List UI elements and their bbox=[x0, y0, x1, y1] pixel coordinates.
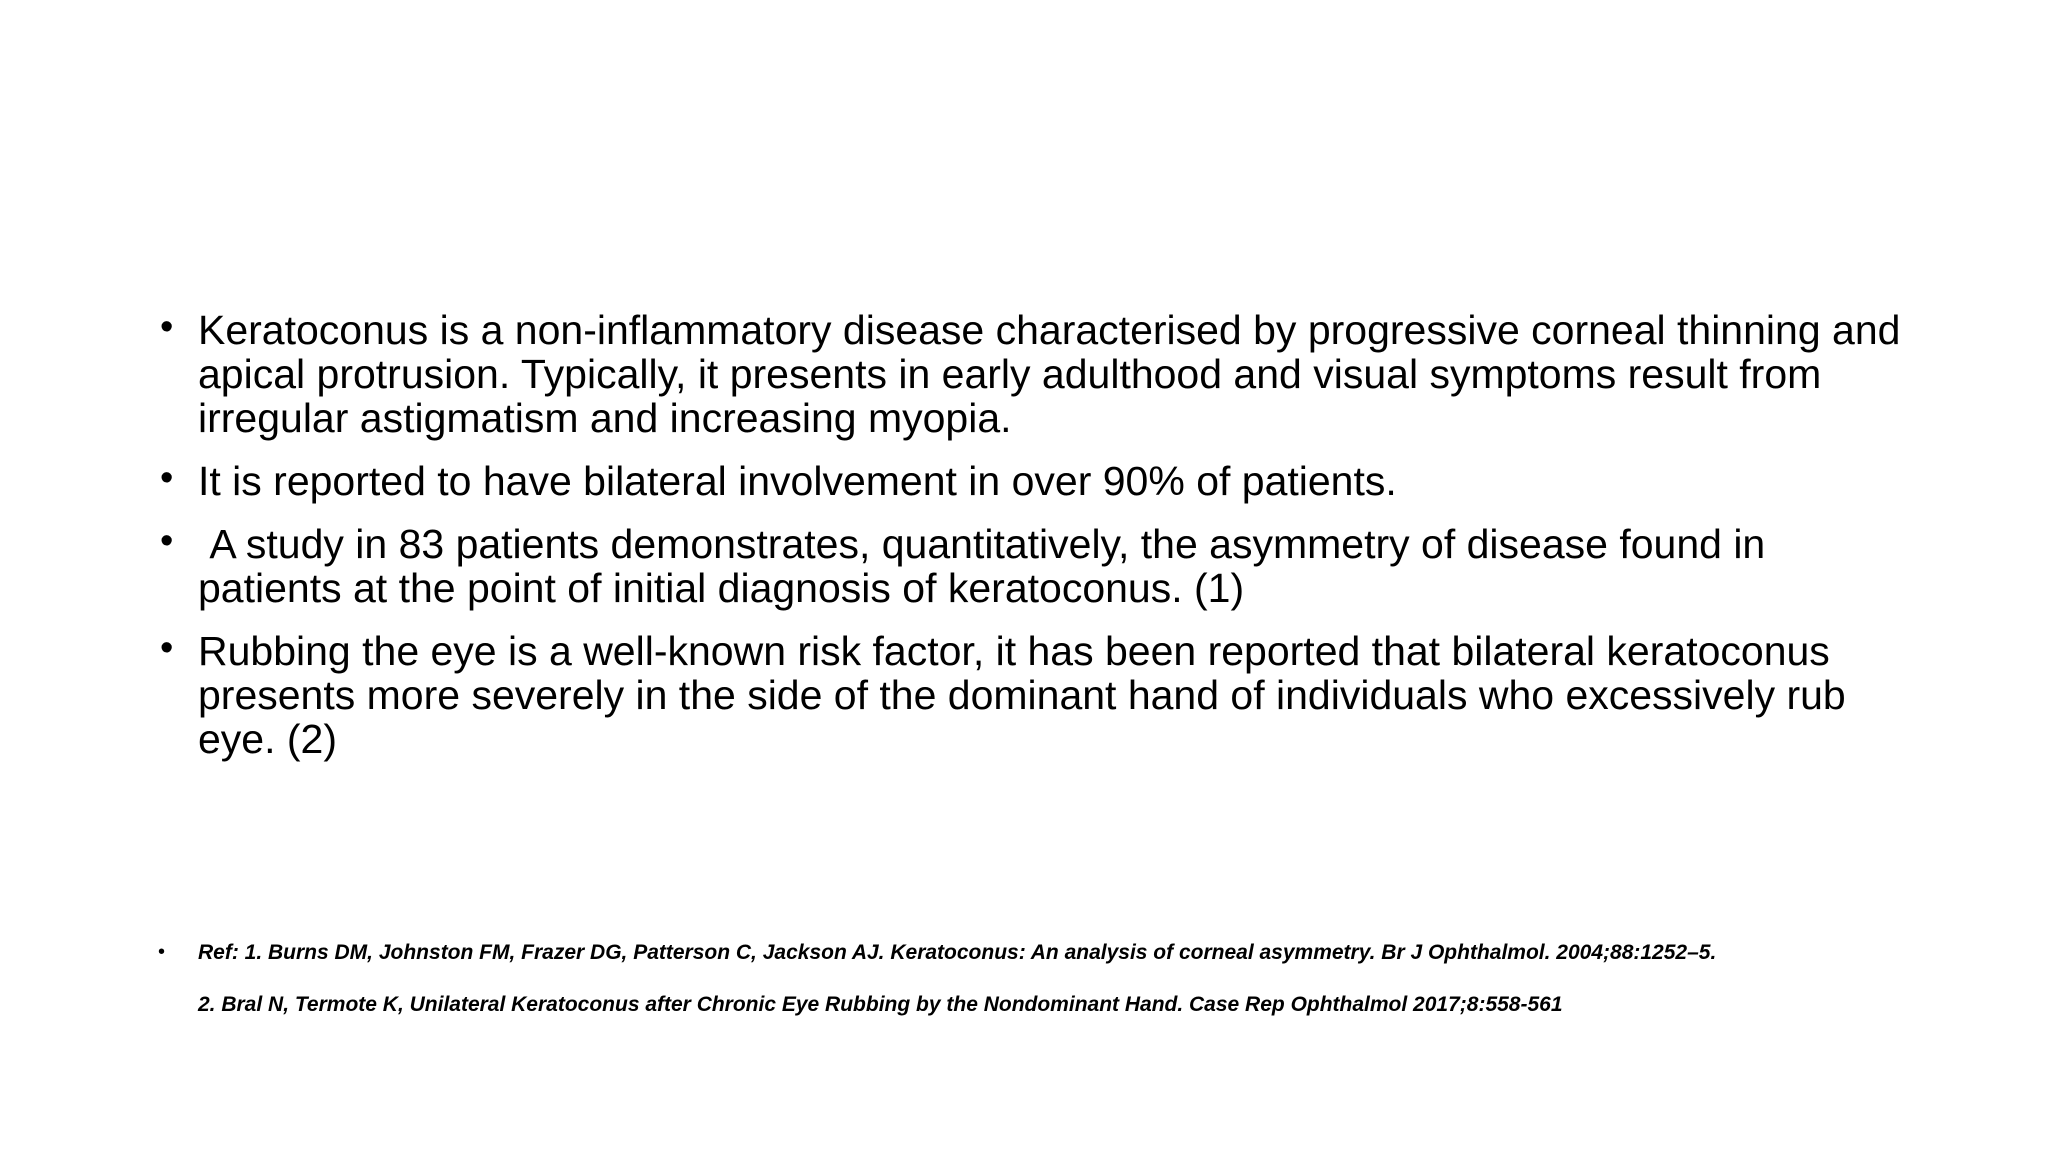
bullet-item bbox=[160, 459, 1920, 503]
bullet-dot-icon: • bbox=[158, 941, 166, 963]
bullet-list bbox=[160, 308, 1920, 780]
bullet-item bbox=[160, 522, 1920, 610]
reference-text: 2. Bral N, Termote K, Unilateral Keratoconus after Chronic Eye Rubbing by the Nondominant Hand. Case Rep Ophthalmol 2017;8:558-561 bbox=[198, 993, 1563, 1016]
reference-item bbox=[158, 942, 1918, 964]
bullet-dot-icon: • bbox=[160, 306, 174, 348]
bullet-text: Rubbing the eye is a well-known risk factor, it has been reported that bilateral keratoconus presents more severely in the side of the dominant hand of individuals who excessively rub eye. (2) bbox=[198, 628, 1846, 762]
bullet-item bbox=[160, 308, 1920, 440]
bullet-dot-icon: • bbox=[160, 457, 174, 499]
bullet-item bbox=[160, 629, 1920, 761]
bullet-text: Keratoconus is a non-inflammatory disease characterised by progressive corneal thinning and apical protrusion. Typically, it presents in early adulthood and visual symptoms result from irregular astigmatism and increasing myopia. bbox=[198, 307, 1901, 441]
reference-text: Ref: 1. Burns DM, Johnston FM, Frazer DG, Patterson C, Jackson AJ. Keratoconus: An analysis of corneal asymmetry. Br J Ophthalmol. 2004;88:1252–5. bbox=[198, 941, 1717, 964]
reference-item bbox=[158, 994, 1918, 1016]
bullet-text: It is reported to have bilateral involvement in over 90% of patients. bbox=[198, 458, 1397, 504]
bullet-text: A study in 83 patients demonstrates, quantitatively, the asymmetry of disease found in patients at the point of initial diagnosis of keratoconus. (1) bbox=[198, 521, 1777, 611]
bullet-dot-icon: • bbox=[160, 627, 174, 669]
references bbox=[158, 942, 1918, 1016]
bullet-dot-icon: • bbox=[160, 520, 174, 562]
